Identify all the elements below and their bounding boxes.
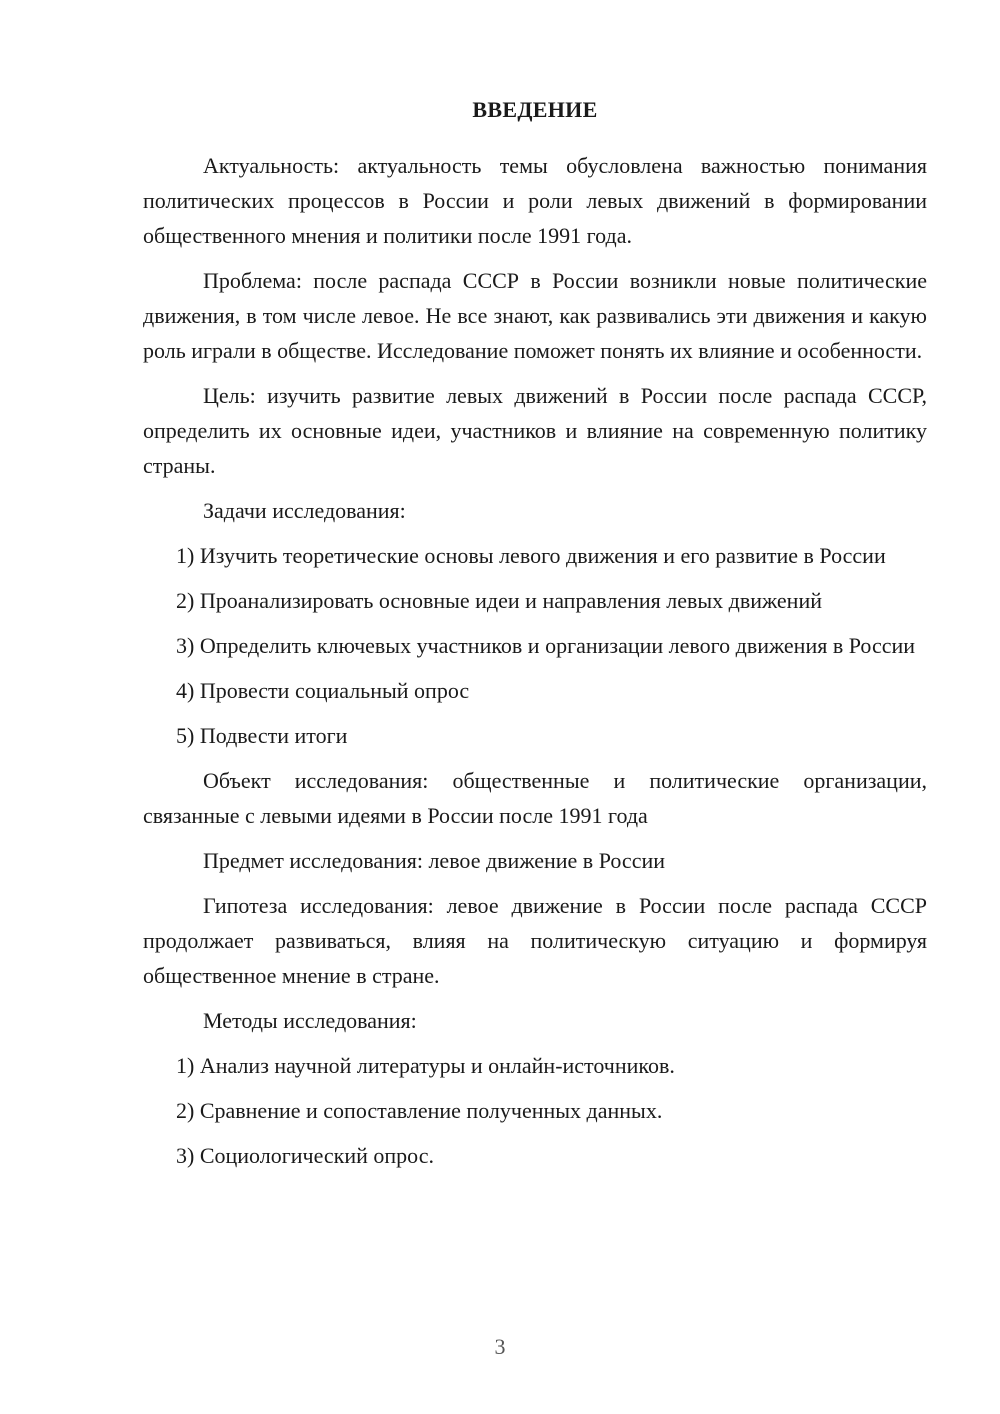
- paragraph-tasks-heading: Задачи исследования:: [203, 498, 406, 523]
- task-item-4: 4) Провести социальный опрос: [176, 678, 470, 703]
- page-number: 3: [494, 1334, 506, 1359]
- task-item-1: 1) Изучить теоретические основы левого движения и его развитие в России: [176, 543, 886, 568]
- paragraph-relevance: Актуальность: актуальность темы обусловлена важностью понимания политических процессов в России и роли левых движений в формировании общественного мнения и политики после 1991 года.: [143, 153, 927, 248]
- method-item-1: 1) Анализ научной литературы и онлайн-источников.: [176, 1053, 675, 1078]
- paragraph-problem: Проблема: после распада СССР в России возникли новые политические движения, в том числе левое. Не все знают, как развивались эти движения и какую роль играли в обществе. Исследование поможет понять их влияние и особенности.: [143, 268, 927, 363]
- task-item-3: 3) Определить ключевых участников и организации левого движения в России: [176, 633, 916, 658]
- method-item-3: 3) Социологический опрос.: [176, 1143, 434, 1168]
- paragraph-subject: Предмет исследования: левое движение в России: [203, 848, 665, 873]
- task-item-5: 5) Подвести итоги: [176, 723, 348, 748]
- method-item-2: 2) Сравнение и сопоставление полученных данных.: [176, 1098, 663, 1123]
- document-page: [143, 92, 927, 1183]
- paragraph-methods-heading: Методы исследования:: [203, 1008, 417, 1033]
- paragraph-object: Объект исследования: общественные и политические организации, связанные с левыми идеями в России после 1991 года: [143, 768, 927, 828]
- task-item-2: 2) Проанализировать основные идеи и направления левых движений: [176, 588, 822, 613]
- paragraph-hypothesis: Гипотеза исследования: левое движение в России после распада СССР продолжает развиваться, влияя на политическую ситуацию и формируя общественное мнение в стране.: [143, 893, 927, 988]
- paragraph-goal: Цель: изучить развитие левых движений в России после распада СССР, определить их основные идеи, участников и влияние на современную политику страны.: [143, 383, 927, 478]
- page-title: ВВЕДЕНИЕ: [472, 97, 598, 122]
